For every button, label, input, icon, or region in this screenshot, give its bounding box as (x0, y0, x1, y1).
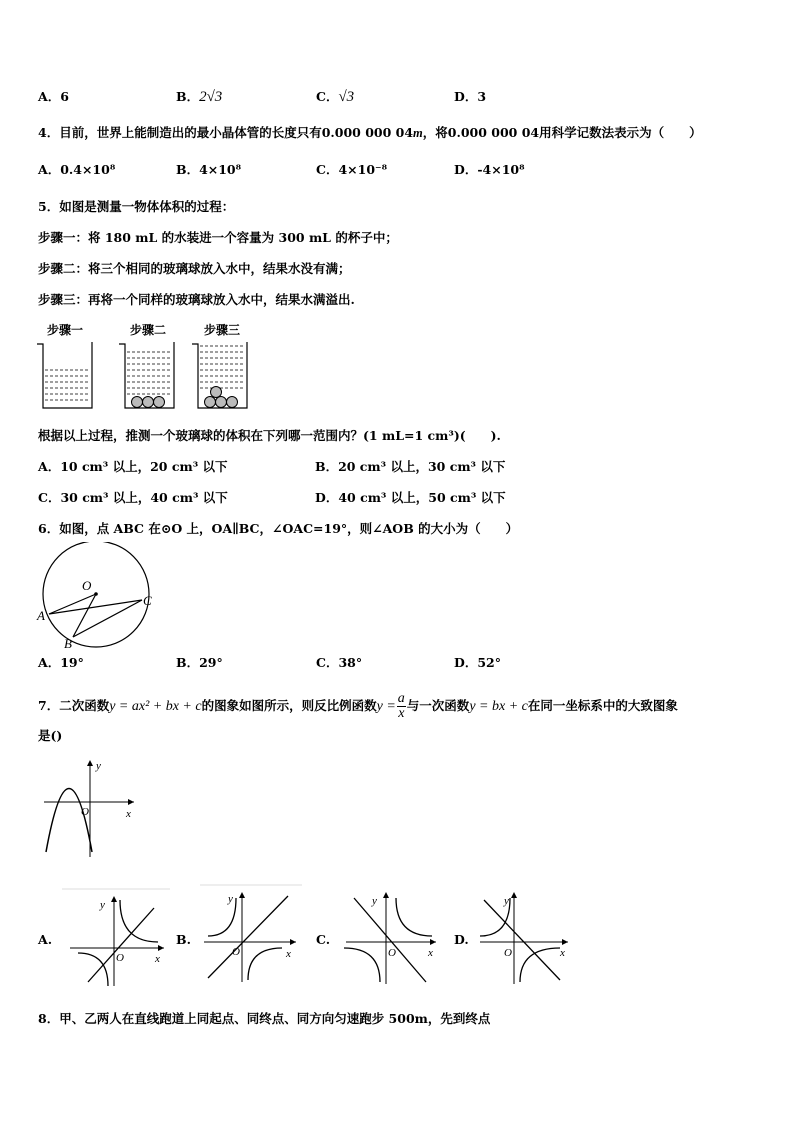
parabola-x-label: x (126, 808, 131, 820)
q7-formula-quadratic: y = ax² + bx + c (109, 699, 202, 714)
opt-c-x-label: x (428, 947, 433, 959)
q4-option-b: B．4×10⁸ (176, 162, 242, 177)
q6-stem: 6．如图，点 ABC 在⊙O 上，OA∥BC，∠OAC=19°，则∠AOB 的大小为（ ） (38, 521, 519, 536)
label-B: B (64, 636, 72, 651)
q7-option-c-label: C. (316, 932, 331, 947)
q7-option-d-label: D. (454, 932, 469, 947)
q7-stem-part4: 在同一坐标系中的大致图象 (527, 698, 678, 713)
q4-option-d: D．-4×10⁸ (454, 162, 525, 177)
beaker-1 (37, 342, 92, 408)
q4-option-a: A．0.4×10⁸ (38, 162, 116, 177)
label-O: O (82, 578, 92, 593)
beaker-figure (34, 318, 264, 413)
q6-option-d: D．52° (454, 655, 501, 670)
q5-question: 根据以上过程，推测一个玻璃球的体积在下列哪一范围内？(1 mL=1 cm³)( ). (38, 428, 501, 443)
opt-d-x-label: x (560, 947, 565, 959)
q7-option-a-label: A. (38, 932, 53, 947)
opt-d-y-label: y (504, 895, 509, 907)
q4-option-c: C．4×10⁻⁸ (316, 162, 388, 177)
step3-label: 步骤三 (203, 323, 241, 337)
step1-label: 步骤一 (46, 323, 84, 337)
q7-fraction-numerator: a (397, 691, 405, 706)
label-C: C (143, 593, 152, 608)
q7-stem-part2: 的图象如图所示，则反比例函数 (201, 698, 377, 713)
opt-a-origin-label: O (116, 952, 124, 964)
opt-b-x-label: x (286, 948, 291, 960)
opt-b-y-label: y (228, 893, 233, 905)
circle-figure (34, 542, 159, 652)
q3-option-b (176, 89, 222, 105)
q5-step3: 步骤三：再将一个同样的玻璃球放入水中，结果水满溢出. (38, 292, 355, 307)
q6-option-a: A．19° (38, 655, 84, 670)
q3-option-b-value: 2√3 (199, 89, 223, 105)
q7-fraction (397, 692, 406, 721)
q7-stem-part1: 7．二次函数 (38, 698, 110, 713)
q5-stem: 5．如图是测量一物体体积的过程： (38, 199, 235, 214)
opt-a-x-label: x (155, 953, 160, 965)
q7-option-b-label: B. (176, 932, 191, 947)
q3-option-c-value: √3 (338, 89, 355, 105)
q7-stem-part3: 与一次函数 (406, 698, 470, 713)
q4-stem-part1: 4．目前，世界上能制造出的最小晶体管的长度只有0.000 000 04 (38, 125, 414, 140)
q4-stem-part2: ，将0.000 000 04用科学记数法表示为（ ） (422, 125, 702, 140)
q3-option-c-prefix: C． (316, 89, 339, 104)
q3-option-b-prefix: B． (176, 89, 200, 104)
q6-option-c: C．38° (316, 655, 363, 670)
q7-option-a-graph (62, 886, 172, 991)
opt-b-origin-label: O (232, 946, 240, 958)
q7-option-b-graph (196, 882, 306, 987)
q4-stem (38, 125, 702, 141)
parabola-graph (36, 757, 146, 862)
label-A: A (37, 608, 45, 623)
opt-a-y-label: y (100, 899, 105, 911)
q7-option-c-graph (340, 884, 450, 989)
parabola-y-label: y (96, 760, 101, 772)
q3-option-a: A．6 (38, 89, 69, 104)
q3-option-d: D．3 (454, 89, 487, 104)
q5-option-c: C．30 cm³ 以上，40 cm³ 以下 (38, 490, 228, 505)
step2-label: 步骤二 (129, 323, 167, 337)
parabola-origin-label: O (81, 806, 89, 818)
q3-option-c (316, 89, 354, 105)
q5-option-a: A．10 cm³ 以上，20 cm³ 以下 (38, 459, 228, 474)
beaker-3 (192, 342, 247, 408)
q5-option-b: B．20 cm³ 以上，30 cm³ 以下 (315, 459, 506, 474)
q7-formula-inverse-lhs: y = (376, 699, 396, 714)
q5-step2: 步骤二：将三个相同的玻璃球放入水中，结果水没有满； (38, 261, 351, 276)
opt-d-origin-label: O (504, 947, 512, 959)
q5-option-d: D．40 cm³ 以上，50 cm³ 以下 (315, 490, 506, 505)
q7-fraction-denominator: x (398, 706, 405, 721)
beaker-2 (119, 342, 174, 408)
q7-formula-linear: y = bx + c (469, 699, 528, 714)
q7-stem-line2: 是() (38, 728, 63, 743)
opt-c-origin-label: O (388, 947, 396, 959)
q4-stem-unit: m (413, 126, 423, 140)
q5-step1: 步骤一：将 180 mL 的水装进一个容量为 300 mL 的杯子中； (38, 230, 398, 245)
q7-stem (38, 692, 678, 721)
q6-option-b: B．29° (176, 655, 223, 670)
opt-c-y-label: y (372, 895, 377, 907)
q7-option-d-graph (474, 884, 579, 989)
q8-stem: 8．甲、乙两人在直线跑道上同起点、同终点、同方向匀速跑步 500m，先到终点 (38, 1011, 491, 1026)
